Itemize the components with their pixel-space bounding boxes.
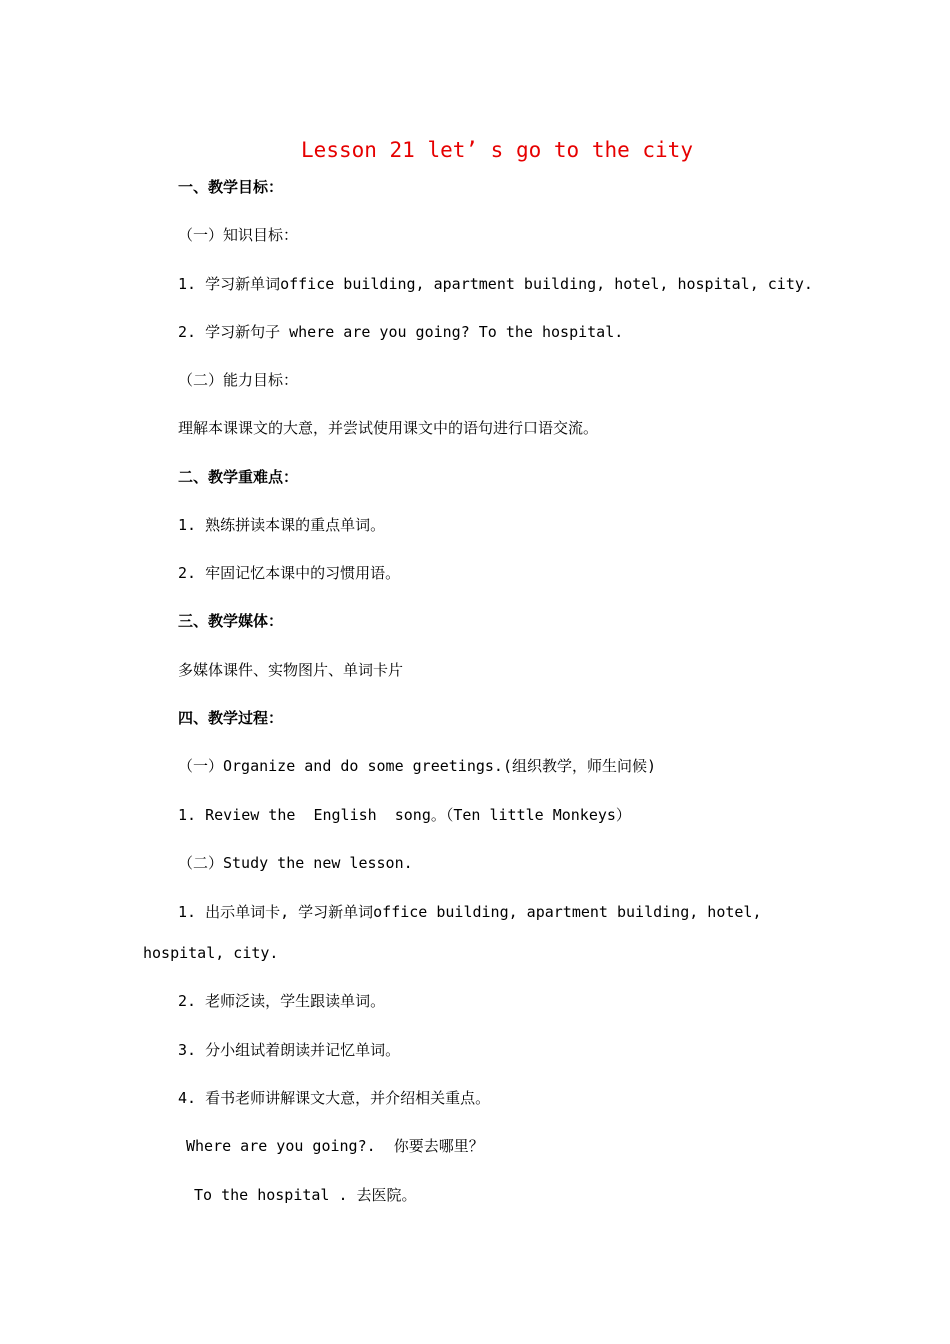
process-item-review: 1. Review the English song。（Ten little Monkeys） — [178, 806, 631, 824]
section-heading-process: 四、教学过程： — [178, 709, 284, 727]
media-text: 多媒体课件、实物图片、单词卡片 — [178, 661, 404, 679]
process-item-1-line-2: hospital, city. — [143, 944, 279, 962]
section-heading-key-points: 二、教学重难点： — [178, 468, 299, 486]
subheading-knowledge-objectives: （一）知识目标： — [178, 226, 299, 244]
example-sentence-1: Where are you going?. 你要去哪里？ — [186, 1137, 484, 1155]
knowledge-item-2: 2. 学习新句子 where are you going? To the hospital. — [178, 323, 624, 341]
key-point-1: 1. 熟练拼读本课的重点单词。 — [178, 516, 386, 534]
key-point-2: 2. 牢固记忆本课中的习惯用语。 — [178, 564, 401, 582]
process-item-2: 2. 老师泛读，学生跟读单词。 — [178, 992, 386, 1010]
section-heading-objectives: 一、教学目标： — [178, 178, 284, 196]
process-step-greetings: （一）Organize and do some greetings.(组织教学，师生问候) — [178, 757, 657, 775]
example-sentence-2: To the hospital . 去医院。 — [194, 1186, 417, 1204]
process-item-4: 4. 看书老师讲解课文大意，并介绍相关重点。 — [178, 1089, 491, 1107]
ability-text: 理解本课课文的大意，并尝试使用课文中的语句进行口语交流。 — [178, 419, 599, 437]
lesson-title: Lesson 21 let’ s go to the city — [301, 138, 693, 162]
subheading-ability-objectives: （二）能力目标： — [178, 371, 299, 389]
process-item-1-line-1: 1. 出示单词卡, 学习新单词office building, apartment building, hotel, — [178, 903, 762, 921]
section-heading-media: 三、教学媒体： — [178, 612, 284, 630]
process-step-new-lesson: （二）Study the new lesson. — [178, 854, 413, 872]
process-item-3: 3. 分小组试着朗读并记忆单词。 — [178, 1041, 401, 1059]
knowledge-item-1: 1. 学习新单词office building, apartment building, hotel, hospital, city. — [178, 275, 813, 293]
